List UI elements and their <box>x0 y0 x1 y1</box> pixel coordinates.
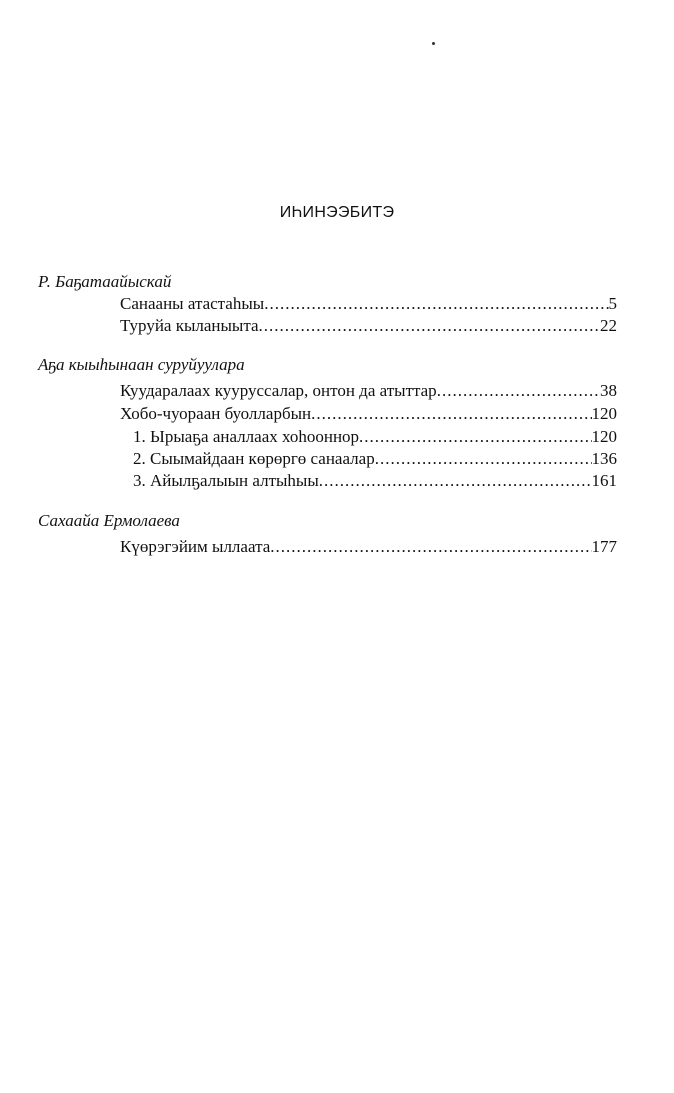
entry-page: 120 <box>591 427 617 446</box>
toc-subentry[interactable] <box>133 471 617 491</box>
dot-leader <box>375 449 592 469</box>
entry-title: Хобо-чуораан буолларбын <box>120 404 312 423</box>
scan-speck <box>432 42 435 45</box>
entry-title: Туруйа кыланыыта <box>120 316 259 335</box>
dot-leader <box>270 537 591 557</box>
entry-title: 2. Сыымайдаан көрөргө санаалар <box>133 449 375 468</box>
entry-title: 1. Ырыаҕа аналлаах хоһооннор <box>133 427 360 446</box>
page-title: ИҺИНЭЭБИТЭ <box>279 204 395 221</box>
entry-page: 5 <box>608 294 617 313</box>
entry-page: 120 <box>591 404 617 423</box>
dot-leader <box>359 427 591 447</box>
toc-subentry[interactable] <box>133 449 617 469</box>
toc-entry[interactable] <box>120 537 617 557</box>
toc-subentry[interactable] <box>133 427 617 447</box>
toc-entry[interactable] <box>120 316 617 336</box>
toc-entry[interactable] <box>120 381 617 401</box>
section-author: Аҕа кыыһынаан суруйуулара <box>38 355 245 374</box>
toc-entry[interactable] <box>120 404 617 424</box>
entry-page: 136 <box>591 449 617 468</box>
entry-page: 38 <box>600 381 617 400</box>
entry-page: 161 <box>591 471 617 490</box>
section-author: Р. Баҕатаайыскай <box>38 272 172 291</box>
dot-leader <box>437 381 600 401</box>
entry-page: 177 <box>591 537 617 556</box>
toc-entry[interactable] <box>120 294 617 314</box>
dot-leader <box>259 316 600 336</box>
dot-leader <box>264 294 608 314</box>
entry-title: Санааны атастаһыы <box>120 294 265 313</box>
dot-leader <box>319 471 592 491</box>
entry-title: Күөрэгэйим ыллаата <box>120 537 271 556</box>
entry-page: 22 <box>600 316 617 335</box>
entry-title: Куударалаах кууруссалар, онтон да атыттар <box>120 381 437 400</box>
entry-title: 3. Айылҕалыын алтыһыы <box>133 471 319 490</box>
dot-leader <box>311 404 591 424</box>
section-author: Сахаайа Ермолаева <box>38 511 180 530</box>
